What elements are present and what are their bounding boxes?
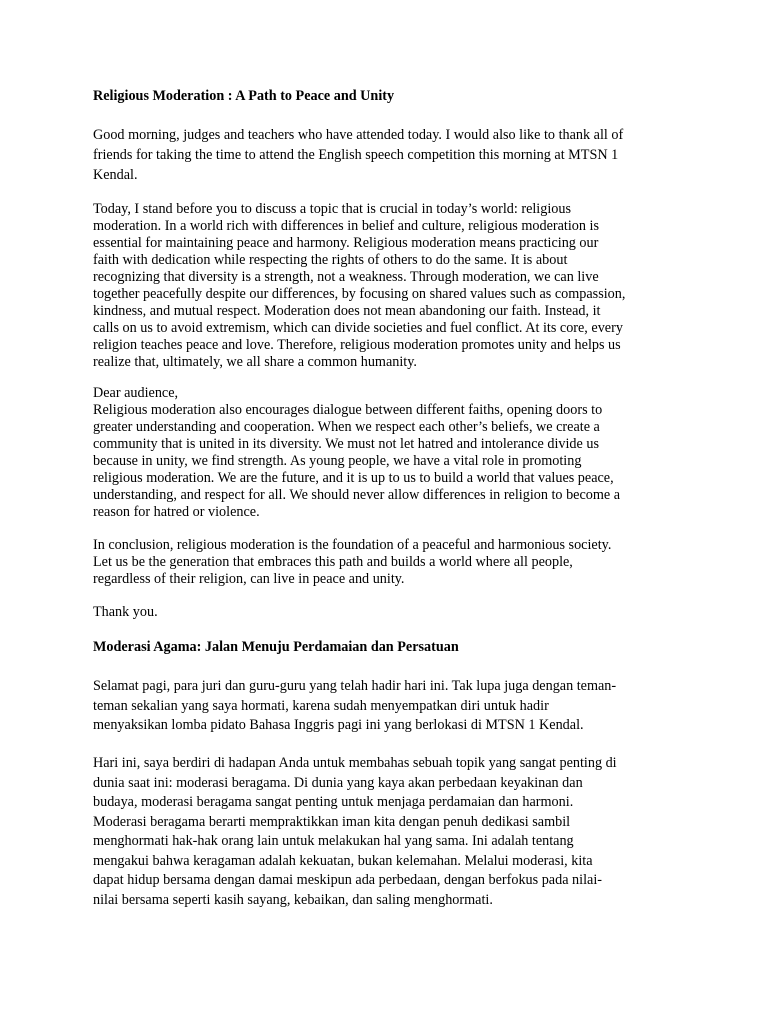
english-closing-line: Thank you.	[93, 604, 158, 620]
english-title: Religious Moderation : A Path to Peace and Unity	[93, 88, 395, 104]
indonesian-title: Moderasi Agama: Jalan Menuju Perdamaian dan Persatuan	[93, 639, 459, 655]
indonesian-greeting-paragraph: Selamat pagi, para juri dan guru-guru yang telah hadir hari ini. Tak lupa juga dengan teman- teman sekalian yang saya hormati, karena sudah menyempatkan diri untuk hadir menyaksikan lomba pidato Bahasa Inggris pagi ini yang berlokasi di MTSN 1 Kendal.	[93, 678, 617, 733]
english-dialogue-paragraph: Dear audience, Religious moderation also encourages dialogue between different faiths, opening doors to greater understanding and cooperation. When we respect each other’s beliefs, we create a community that is united in its diversity. We must not let hatred and intolerance divide us because in unity, we find strength. As young people, we have a vital role in promoting religious moderation. We are the future, and it is up to us to build a world that values peace, understanding, and respect for all. We should never allow differences in religion to become a reason for hatred or violence.	[93, 385, 621, 520]
english-greeting-paragraph: Good morning, judges and teachers who have attended today. I would also like to thank all of friends for taking the time to attend the English speech competition this morning at MTSN 1 Kendal.	[93, 127, 624, 183]
english-body-paragraph: Today, I stand before you to discuss a topic that is crucial in today’s world: religious moderation. In a world rich with differences in belief and culture, religious moderation is essential for maintaining peace and harmony. Religious moderation means practicing our faith with dedication while respecting the rights of others to do the same. It is about recognizing that diversity is a strength, not a weakness. Through moderation, we can live together peacefully despite our differences, by focusing on shared values such as compassion, kindness, and mutual respect. Moderation does not mean abandoning our faith. Instead, it calls on us to avoid extremism, which can divide societies and fuel conflict. At its core, every religion teaches peace and love. Therefore, religious moderation promotes unity and helps us realize that, ultimately, we all share a common humanity.	[93, 201, 626, 370]
english-conclusion-paragraph: In conclusion, religious moderation is the foundation of a peaceful and harmonious society. Let us be the generation that embraces this path and builds a world where all people, regardless of their religion, can live in peace and unity.	[93, 537, 612, 587]
indonesian-body-paragraph: Hari ini, saya berdiri di hadapan Anda untuk membahas sebuah topik yang sangat penting di dunia saat ini: moderasi beragama. Di dunia yang kaya akan perbedaan keyakinan dan budaya, moderasi beragama sangat penting untuk menjaga perdamaian dan harmoni. Moderasi beragama berarti mempraktikkan iman kita dengan penuh dedikasi sambil menghormati hak-hak orang lain untuk melakukan hal yang sama. Ini adalah tentang mengakui bahwa keragaman adalah kekuatan, bukan kelemahan. Melalui moderasi, kita dapat hidup bersama dengan damai meskipun ada perbedaan, dengan berfokus pada nilai- nilai bersama seperti kasih sayang, kebaikan, dan saling menghormati.	[93, 755, 617, 908]
